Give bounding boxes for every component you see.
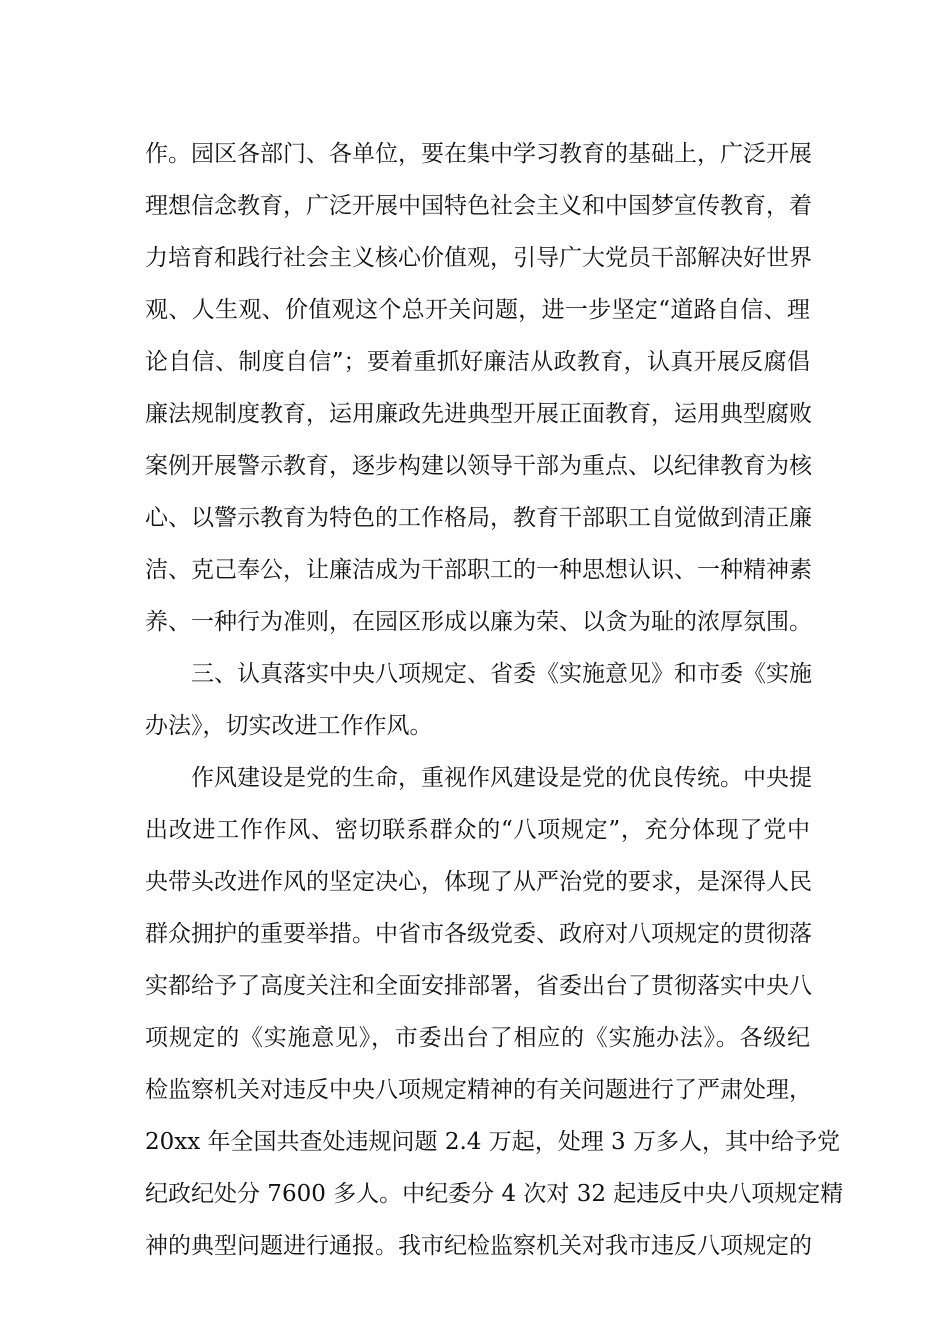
text-line: 项规定的《实施意见》，市委出台了相应的《实施办法》。各级纪: [145, 1025, 810, 1051]
body-text: [145, 128, 844, 1272]
text-line: 作风建设是党的生命，重视作风建设是党的优良传统。中央提: [191, 765, 812, 791]
text-line: 力培育和践行社会主义核心价值观，引导广大党员干部解决好世界: [145, 245, 812, 271]
text-line: 案例开展警示教育，逐步构建以领导干部为重点、以纪律教育为核: [145, 453, 812, 479]
section-heading-line: 三、认真落实中央八项规定、省委《实施意见》和市委《实施: [191, 661, 812, 687]
text-line: 作。园区各部门、各单位，要在集中学习教育的基础上，广泛开展: [145, 141, 812, 167]
text-line: 实都给予了高度关注和全面安排部署，省委出台了贯彻落实中央八: [145, 973, 812, 999]
text-line: 心、以警示教育为特色的工作格局，教育干部职工自觉做到清正廉: [145, 505, 812, 531]
text-line: 群众拥护的重要举措。中省市各级党委、政府对八项规定的贯彻落: [145, 921, 812, 947]
text-line: 洁、克己奉公，让廉洁成为干部职工的一种思想认识、一种精神素: [145, 557, 812, 583]
text-line: 央带头改进作风的坚定决心，体现了从严治党的要求，是深得人民: [145, 869, 812, 895]
text-line: 廉法规制度教育，运用廉政先进典型开展正面教育，运用典型腐败: [145, 401, 812, 427]
text-line: 观、人生观、价值观这个总开关问题，进一步坚定“道路自信、理: [145, 297, 810, 323]
text-line: 出改进工作作风、密切联系群众的“八项规定”，充分体现了党中: [145, 817, 810, 843]
text-line: 理想信念教育，广泛开展中国特色社会主义和中国梦宣传教育，着: [145, 193, 812, 219]
text-line: 神的典型问题进行通报。我市纪检监察机关对我市违反八项规定的: [145, 1233, 812, 1259]
section-heading-line: 办法》，切实改进工作作风。: [145, 713, 433, 739]
text-line: 论自信、制度自信”；要着重抓好廉洁从政教育，认真开展反腐倡: [145, 349, 810, 375]
text-line: 检监察机关对违反中央八项规定精神的有关问题进行了严肃处理，: [145, 1077, 812, 1103]
text-line: 20xx 年全国共查处违规问题 2.4 万起，处理 3 万多人，其中给予党: [145, 1129, 840, 1155]
text-line: 养、一种行为准则，在园区形成以廉为荣、以贪为耻的浓厚氛围。: [145, 609, 812, 635]
text-line: 纪政纪处分 7600 多人。中纪委分 4 次对 32 起违反中央八项规定精: [145, 1181, 844, 1207]
